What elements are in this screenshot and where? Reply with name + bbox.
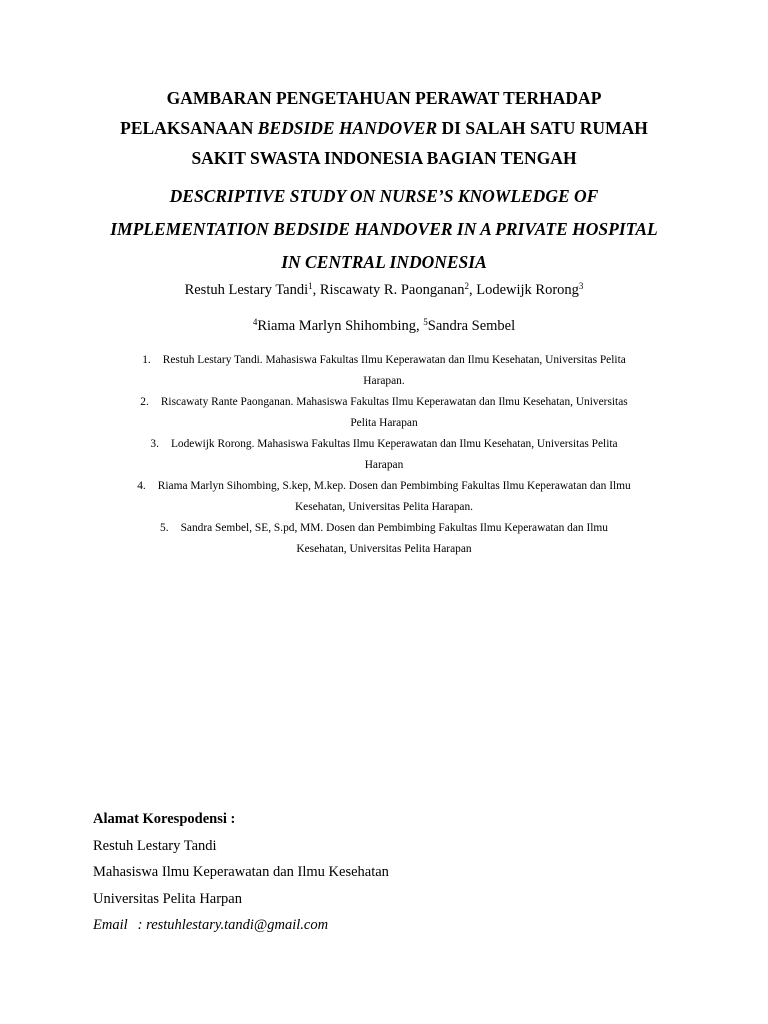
affiliation-item [0, 392, 768, 434]
correspondence-heading: Alamat Korespodensi : [93, 811, 236, 827]
title-indonesian [80, 83, 688, 173]
author-1-name: Restuh Lestary Tandi [184, 282, 309, 298]
affiliation-line [0, 518, 768, 539]
author-4-superscript: 4 [252, 317, 258, 327]
affiliation-text: Sandra Sembel, SE, S.pd, MM. Dosen dan Pembimbing Fakultas Ilmu Keperawatan dan Ilmu [180, 522, 608, 534]
affiliation-continuation: Kesehatan, Universitas Pelita Harapan [296, 543, 472, 555]
author-3-superscript: 3 [578, 281, 584, 291]
correspondence-block [93, 806, 389, 939]
affiliation-text: Riama Marlyn Sihombing, S.kep, M.kep. Dosen dan Pembimbing Fakultas Ilmu Keperawatan dan Ilmu [157, 480, 631, 492]
author-5-name: Sandra Sembel [427, 318, 516, 334]
author-line-1 [0, 280, 768, 300]
affiliation-item [0, 434, 768, 476]
author-line-2 [0, 316, 768, 336]
author-2-name: Riscawaty R. Paonganan [319, 282, 465, 298]
title-id-line-2-italic: BEDSIDE HANDOVER [257, 118, 438, 138]
author-5-superscript: 5 [423, 317, 428, 327]
title-en-line-3: IN CENTRAL INDONESIA [281, 252, 487, 272]
affiliation-number: 2. [140, 396, 149, 408]
affiliation-continuation: Kesehatan, Universitas Pelita Harapan. [294, 501, 474, 513]
author-separator: , [468, 282, 477, 298]
correspondence-program: Mahasiswa Ilmu Keperawatan dan Ilmu Kesehatan [93, 864, 389, 880]
affiliation-continuation: Harapan. [363, 375, 405, 387]
author-2-superscript: 2 [464, 281, 469, 291]
affiliation-list [0, 350, 768, 560]
affiliation-continuation: Harapan [364, 459, 404, 471]
title-id-line-2 [80, 113, 688, 143]
affiliation-number: 4. [137, 480, 146, 492]
affiliation-number: 1. [142, 354, 151, 366]
author-separator: , [312, 282, 320, 298]
correspondence-email [93, 912, 389, 939]
email-address[interactable]: : restuhlestary.tandi@gmail.com [137, 917, 329, 933]
affiliation-line [0, 350, 768, 371]
author-1-superscript: 1 [308, 281, 313, 291]
email-label: Email [93, 917, 128, 933]
affiliation-number: 3. [150, 438, 159, 450]
title-english [60, 180, 708, 279]
title-id-line-2-start: PELAKSANAAN [120, 118, 258, 138]
correspondence-name: Restuh Lestary Tandi [93, 837, 217, 854]
affiliation-item [0, 476, 768, 518]
author-separator: , [416, 318, 424, 334]
title-en-line-1: DESCRIPTIVE STUDY ON NURSE’S KNOWLEDGE OF [169, 186, 599, 206]
affiliation-text: Restuh Lestary Tandi. Mahasiswa Fakultas Ilmu Keperawatan dan Ilmu Kesehatan, Universitas Pelita [162, 354, 626, 366]
affiliation-line [0, 476, 768, 497]
title-id-line-3: SAKIT SWASTA INDONESIA BAGIAN TENGAH [191, 148, 577, 168]
author-4-name: Riama Marlyn Shihombing [257, 318, 417, 334]
affiliation-number: 5. [160, 522, 169, 534]
title-id-line-1: GAMBARAN PENGETAHUAN PERAWAT TERHADAP [166, 88, 602, 108]
author-3-name: Lodewijk Rorong [476, 282, 579, 298]
affiliation-line [0, 434, 768, 455]
affiliation-item [0, 518, 768, 560]
correspondence-university: Universitas Pelita Harpan [93, 890, 242, 907]
title-en-line-2: IMPLEMENTATION BEDSIDE HANDOVER IN A PRIVATE HOSPITAL [110, 219, 658, 239]
affiliation-text: Lodewijk Rorong. Mahasiswa Fakultas Ilmu Keperawatan dan Ilmu Kesehatan, Universitas Pelita [170, 438, 618, 450]
affiliation-continuation: Pelita Harapan [350, 417, 418, 429]
affiliation-item [0, 350, 768, 392]
affiliation-line [0, 392, 768, 413]
affiliation-text: Riscawaty Rante Paonganan. Mahasiswa Fakultas Ilmu Keperawatan dan Ilmu Kesehatan, Universitas [160, 396, 628, 408]
title-id-line-2-end: DI SALAH SATU RUMAH [437, 118, 648, 138]
